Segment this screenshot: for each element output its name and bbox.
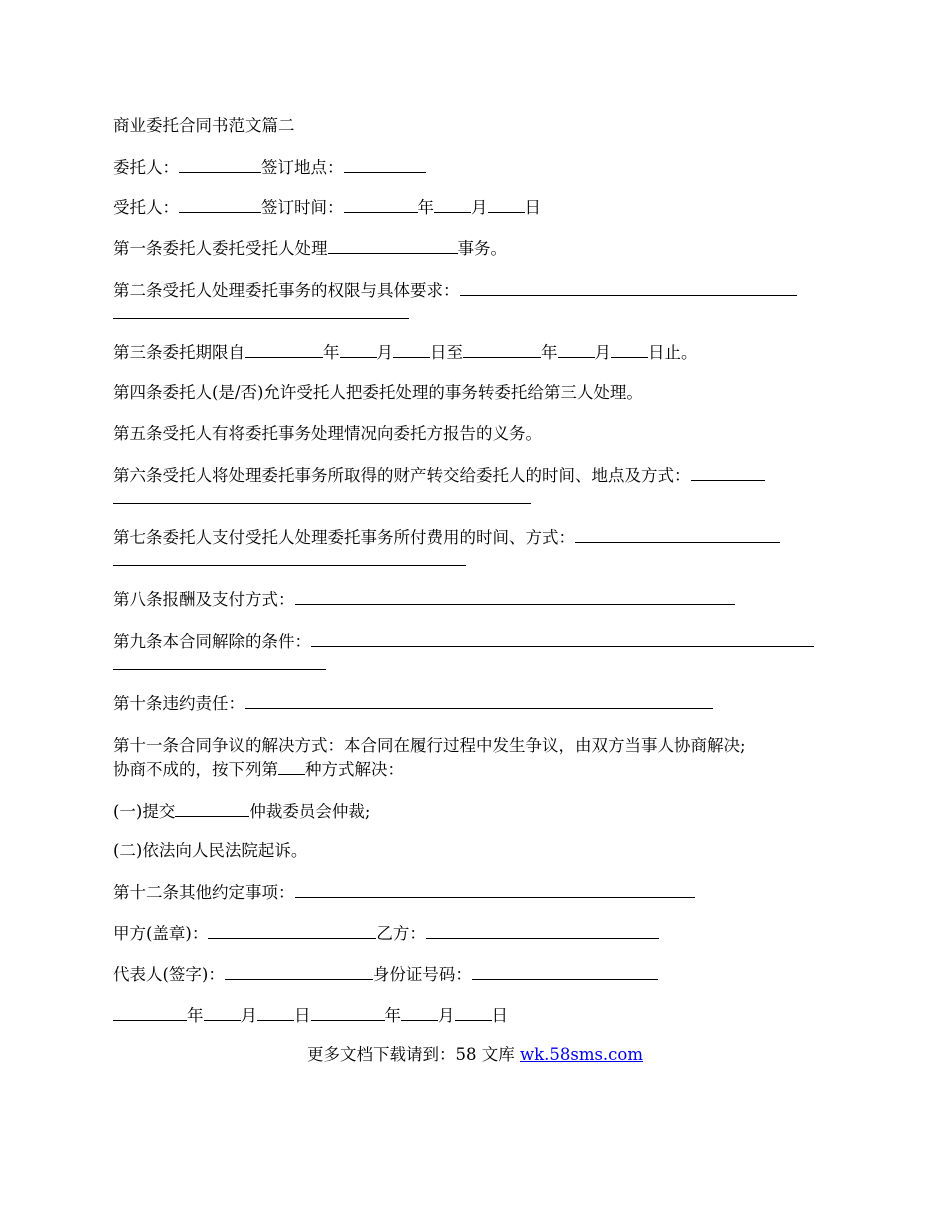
- article-8: [113, 588, 839, 611]
- option-2-text: (二)依法向人民法院起诉。: [113, 841, 308, 860]
- option-1-text: (一)提交: [113, 802, 176, 821]
- blank-id-number: [472, 963, 658, 980]
- blank-article-2-b: [113, 302, 409, 319]
- blank-start-month: [340, 341, 377, 358]
- label-sign-time: 签订时间：: [261, 198, 344, 217]
- label-year: 年: [384, 1006, 401, 1025]
- blank-article-9-a: [311, 630, 814, 647]
- blank-sign-month: [434, 196, 471, 213]
- blank-sign-place: [344, 156, 426, 173]
- option-1-end: 仲裁委员会仲裁;: [249, 802, 371, 821]
- article-7: [113, 526, 839, 566]
- article-11-text: 第十一条合同争议的解决方式：本合同在履行过程中发生争议，由双方当事人协商解决;: [113, 736, 746, 755]
- line-trustee: [113, 196, 839, 219]
- blank-end-month: [558, 341, 595, 358]
- blank-sign-year: [344, 196, 418, 213]
- blank-representative: [225, 963, 373, 980]
- blank-article-6-a: [691, 464, 765, 481]
- label-month: 月: [594, 343, 611, 362]
- label-day: 日: [491, 1006, 508, 1025]
- blank-article-8: [295, 588, 735, 605]
- option-1: [113, 800, 839, 823]
- title-text: 商业委托合同书范文篇二: [113, 116, 295, 135]
- label-month: 月: [438, 1006, 455, 1025]
- blank-trustee: [179, 196, 261, 213]
- article-11: [113, 734, 839, 782]
- blank-article-9-b: [113, 653, 326, 670]
- blank-article-6-b: [113, 487, 531, 504]
- article-4-text: 第四条委托人(是/否)允许受托人把委托处理的事务转委托给第三人处理。: [113, 383, 643, 402]
- label-month: 月: [376, 343, 393, 362]
- label-sign-place: 签订地点：: [261, 158, 344, 177]
- label-day-end: 日止。: [648, 343, 698, 362]
- blank-article-10: [245, 692, 713, 709]
- blank-sign-day: [488, 196, 525, 213]
- article-5-text: 第五条受托人有将委托事务处理情况向委托方报告的义务。: [113, 424, 542, 443]
- article-9-text: 第九条本合同解除的条件：: [113, 632, 311, 651]
- article-12: [113, 881, 839, 904]
- footer-link[interactable]: wk.58sms.com: [519, 1045, 643, 1064]
- blank-date-a-year: [113, 1004, 187, 1021]
- blank-start-day: [393, 341, 430, 358]
- blank-party-b: [426, 922, 659, 939]
- option-2: [113, 840, 839, 862]
- article-5: [113, 423, 839, 445]
- blank-end-day: [611, 341, 648, 358]
- article-10-text: 第十条违约责任：: [113, 694, 245, 713]
- signature-representative: [113, 963, 839, 986]
- article-2-text: 第二条受托人处理委托事务的权限与具体要求：: [113, 281, 460, 300]
- blank-matter: [328, 237, 458, 254]
- blank-article-2-a: [460, 279, 797, 296]
- article-7-text: 第七条委托人支付受托人处理委托事务所付费用的时间、方式：: [113, 528, 575, 547]
- article-6: [113, 464, 839, 504]
- label-representative: 代表人(签字)：: [113, 965, 225, 984]
- blank-article-7-b: [113, 549, 466, 566]
- article-11-text-3: 种方式解决：: [305, 760, 404, 779]
- document-title: [113, 115, 839, 137]
- blank-option-number: [278, 758, 305, 775]
- article-1-end: 事务。: [457, 239, 507, 258]
- article-8-text: 第八条报酬及支付方式：: [113, 590, 295, 609]
- label-trustee: 受托人：: [113, 198, 179, 217]
- label-year: 年: [541, 343, 558, 362]
- blank-party-a: [208, 922, 376, 939]
- footer-text: 更多文档下载请到：58 文库: [306, 1045, 520, 1064]
- article-9: [113, 630, 839, 670]
- label-principal: 委托人：: [113, 158, 179, 177]
- label-party-a: 甲方(盖章)：: [113, 924, 209, 943]
- label-party-b: 乙方：: [376, 924, 426, 943]
- line-principal: [113, 156, 839, 179]
- label-day-to: 日至: [430, 343, 463, 362]
- blank-article-7-a: [575, 526, 780, 543]
- article-3: [113, 341, 839, 364]
- blank-date-a-month: [204, 1004, 241, 1021]
- article-6-text: 第六条受托人将处理委托事务所取得的财产转交给委托人的时间、地点及方式：: [113, 466, 691, 485]
- blank-article-12: [295, 881, 695, 898]
- label-year: 年: [323, 343, 340, 362]
- blank-date-b-month: [401, 1004, 438, 1021]
- article-11-text-2: 协商不成的，按下列第: [113, 760, 278, 779]
- label-year: 年: [187, 1006, 204, 1025]
- blank-date-b-year: [311, 1004, 385, 1021]
- blank-arbitration: [175, 800, 249, 817]
- blank-end-year: [463, 341, 541, 358]
- article-1-text: 第一条委托人委托受托人处理: [113, 239, 328, 258]
- label-day: 日: [294, 1006, 311, 1025]
- blank-principal: [179, 156, 261, 173]
- article-3-text: 第三条委托期限自: [113, 343, 245, 362]
- signature-parties: [113, 922, 839, 945]
- blank-date-b-day: [455, 1004, 492, 1021]
- article-4: [113, 382, 839, 404]
- label-month: 月: [240, 1006, 257, 1025]
- signature-dates: [113, 1004, 839, 1027]
- label-month: 月: [471, 198, 488, 217]
- page-footer: [0, 1044, 950, 1066]
- article-2: [113, 279, 839, 319]
- blank-date-a-day: [257, 1004, 294, 1021]
- article-12-text: 第十二条其他约定事项：: [113, 883, 295, 902]
- label-year: 年: [417, 198, 434, 217]
- label-id-number: 身份证号码：: [372, 965, 472, 984]
- article-10: [113, 692, 839, 715]
- label-day: 日: [524, 198, 541, 217]
- blank-start-year: [245, 341, 323, 358]
- article-1: [113, 237, 839, 260]
